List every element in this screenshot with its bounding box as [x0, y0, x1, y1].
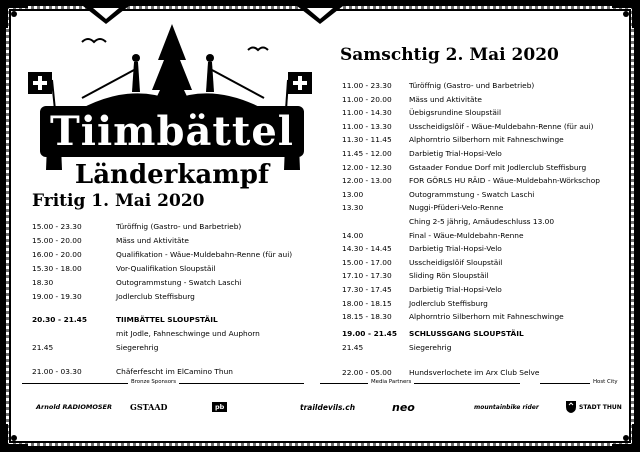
sponsor-logo-gstaad: GSTAAD — [130, 402, 168, 412]
schedule-time: 22.00 - 05.00 — [342, 368, 392, 377]
sponsor-logo-traildevils: traildevils.ch — [300, 402, 356, 412]
schedule-time: 14.30 - 14.45 — [342, 244, 392, 254]
schedule-event: Mäss und Aktivitäte — [409, 94, 482, 104]
schedule-event: Vor-Qualifikation Sloupstäil — [116, 264, 216, 273]
schedule-event: Usscheidigslöif Sloupstäil — [409, 257, 503, 267]
schedule-event: SCHLUSSGANG SLOUPSTÄIL — [409, 329, 524, 338]
schedule-time: 12.00 - 13.00 — [342, 176, 392, 186]
corner-ornament-icon — [2, 424, 28, 450]
event-title: Tiimbättel — [22, 108, 322, 155]
schedule-time: 15.00 - 20.00 — [32, 236, 82, 245]
schedule-time: 11.30 - 11.45 — [342, 135, 392, 145]
schedule-time: 17.30 - 17.45 — [342, 285, 392, 294]
corner-ornament-icon — [612, 424, 638, 450]
schedule-time: 18.00 - 18.15 — [342, 298, 392, 308]
footer-divider — [320, 383, 520, 384]
schedule-event: Darbietig Trial-Hopsi-Velo — [409, 285, 502, 294]
sponsor-logo-pb-text: pb — [212, 402, 227, 412]
schedule-time: 21.45 — [342, 343, 364, 352]
schedule-event: Üebigsrundine Sloupstäil — [409, 108, 502, 118]
corner-ornament-icon — [612, 2, 638, 28]
schedule-time: 13.00 — [342, 189, 364, 199]
schedule-time: 13.30 — [342, 203, 364, 213]
schedule-event: Chäferfescht im ElCamino Thun — [116, 367, 233, 376]
schedule-time: 11.00 - 20.00 — [342, 94, 392, 104]
schedule-time: 21.45 — [32, 343, 54, 352]
schedule-event: Outogrammstung - Swatch Laschi — [116, 278, 242, 287]
schedule-time: 11.00 - 14.30 — [342, 108, 392, 118]
schedule-event: Mäss und Aktivitäte — [116, 236, 189, 245]
sponsor-logo-pb — [212, 396, 227, 418]
friday-heading: Fritig 1. Mai 2020 — [32, 191, 205, 211]
host-city-label: Host City — [590, 379, 621, 385]
saturday-schedule — [342, 81, 627, 381]
friday-schedule — [32, 222, 322, 382]
schedule-event: Türöffnig (Gastro- und Barbetrieb) — [116, 222, 242, 231]
schedule-event: Darbietig Trial-Hopsi-Velo — [409, 244, 502, 254]
schedule-event: Alphorntrio Silberhorn mit Fahneschwinge — [409, 312, 564, 322]
event-logo — [22, 20, 322, 200]
schedule-time: 15.00 - 17.00 — [342, 257, 392, 267]
schedule-time: 19.00 - 19.30 — [32, 292, 82, 301]
schedule-event: Gstaader Fondue Dorf mit Jodlerclub Steffisburg — [409, 162, 587, 172]
schedule-event: FOR GÖRLS HU RÄID - Wäue-Muldebahn-Wörkschop — [409, 176, 600, 186]
sponsor-logo-neo: neo — [392, 400, 415, 414]
media-partners-label: Media Partners — [368, 379, 414, 385]
schedule-event: Outogrammstung - Swatch Laschi — [409, 189, 535, 199]
schedule-event: Hundsverlochete im Arx Club Selve — [409, 368, 540, 377]
schedule-event: Usscheidigslöif - Wäue-Muldebahn-Renne (für aui) — [409, 121, 594, 131]
schedule-event: Siegerehrig — [116, 343, 159, 352]
schedule-event: Nuggi-Pfüderi-Velo-Renne — [409, 203, 504, 213]
event-subtitle: Länderkampf — [74, 160, 270, 190]
schedule-time: 11.45 - 12.00 — [342, 149, 392, 158]
schedule-time: 21.00 - 03.30 — [32, 367, 82, 376]
schedule-time: 18.30 — [32, 278, 54, 287]
schedule-time: 18.15 - 18.30 — [342, 312, 392, 322]
schedule-event: Ching 2-5 jährig, Amäudeschluss 13.00 — [409, 217, 555, 226]
schedule-event: Jodlerclub Steffisburg — [116, 292, 195, 301]
bronze-sponsors-label: Bronze Sponsors — [128, 379, 179, 385]
schedule-time: 20.30 - 21.45 — [32, 315, 87, 324]
schedule-event: Final - Wäue-Muldebahn-Renne — [409, 230, 524, 240]
saturday-heading: Samschtig 2. Mai 2020 — [340, 45, 559, 65]
sponsor-logo-mountainbike-rider: mountainbike rider — [474, 403, 539, 411]
schedule-event: Qualifikation - Wäue-Muldebahn-Renne (für aui) — [116, 250, 293, 259]
schedule-time: 16.00 - 20.00 — [32, 250, 82, 259]
schedule-event: Sliding Rön Sloupstäil — [409, 271, 489, 281]
schedule-event: Alphorntrio Silberhorn mit Fahneschwinge — [409, 135, 564, 145]
schedule-time: 14.00 — [342, 230, 364, 240]
schedule-time: 11.00 - 13.30 — [342, 121, 392, 131]
schedule-time: 15.00 - 23.30 — [32, 222, 82, 231]
host-city-logo-thun — [566, 396, 622, 418]
schedule-event: Siegerehrig — [409, 343, 452, 352]
schedule-event: Darbietig Trial-Hopsi-Velo — [409, 149, 502, 158]
schedule-time: 17.10 - 17.30 — [342, 271, 392, 281]
schedule-event: Jodlerclub Steffisburg — [409, 298, 488, 308]
schedule-event: mit Jodle, Fahneschwinge und Auphorn — [116, 329, 260, 338]
host-city-logo-text: STADT THUN — [579, 403, 622, 411]
schedule-time: 15.30 - 18.00 — [32, 264, 82, 273]
schedule-time: 12.00 - 12.30 — [342, 162, 392, 172]
schedule-event: TIIMBÄTTEL SLOUPSTÄIL — [116, 315, 218, 324]
schedule-time: 11.00 - 23.30 — [342, 81, 392, 90]
schedule-time: 19.00 - 21.45 — [342, 329, 397, 338]
thun-crest-icon — [566, 401, 576, 413]
sponsor-logo-arnold: Arnold RADIOMOSER — [36, 403, 112, 411]
schedule-event: Türöffnig (Gastro- und Barbetrieb) — [409, 81, 535, 90]
